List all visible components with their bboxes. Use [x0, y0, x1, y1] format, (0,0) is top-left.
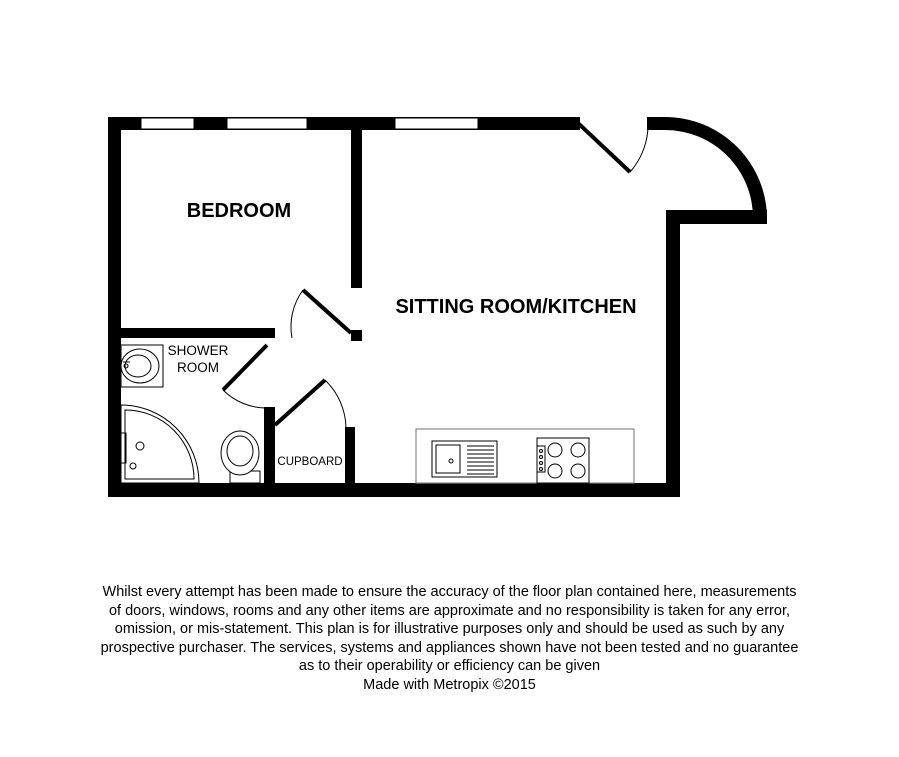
credit-line: Made with Metropix ©2015 [363, 676, 536, 693]
wall-curved-bay [665, 117, 767, 219]
label-sitting-room-kitchen: SITTING ROOM/KITCHEN [395, 296, 637, 318]
window-sitting-room [395, 118, 478, 129]
door-shower-swing [223, 390, 265, 408]
label-shower-room-line2: ROOM [177, 360, 219, 375]
wall-top-right [647, 117, 665, 130]
label-bedroom: BEDROOM [186, 200, 292, 222]
door-bedroom-leaf [303, 290, 351, 333]
disclaimer-line: prospective purchaser. The services, systems and appliances shown have not been tested and no guarantee [100, 639, 799, 656]
washbasin-icon [121, 345, 163, 387]
label-cupboard: CUPBOARD [277, 456, 343, 468]
wall-shower-right [264, 407, 275, 495]
kitchen-sink-icon [432, 441, 497, 477]
wall-right [666, 210, 680, 497]
door-cupboard-swing [325, 380, 346, 428]
doors [223, 121, 648, 428]
disclaimer-text [20, 583, 879, 695]
window-bedroom-2 [227, 118, 307, 129]
wall-bedroom-partition [351, 127, 362, 288]
wall-cupboard-right [345, 427, 355, 495]
door-shower-leaf [223, 345, 267, 390]
door-bedroom-swing [291, 290, 303, 338]
label-shower-room-line1: SHOWER [167, 343, 229, 358]
toilet-icon [221, 431, 260, 483]
wall-right-step [666, 210, 767, 224]
door-entrance-swing [630, 121, 648, 172]
wall-bedroom-partition-lower [351, 330, 362, 341]
wall-bedroom-bottom [108, 328, 275, 338]
door-cupboard-leaf [275, 380, 325, 425]
disclaimer-line: Whilst every attempt has been made to ensure the accuracy of the floor plan contained here, measurements [102, 584, 797, 600]
disclaimer-line: omission, or mis-statement. This plan is for illustrative purposes only and should be used as such by any [114, 621, 785, 638]
door-entrance-leaf [579, 124, 630, 172]
disclaimer-line: of doors, windows, rooms and any other items are approximate and no responsibility is taken for any error, [108, 602, 791, 619]
window-bedroom-1 [141, 118, 194, 129]
shower-tray-icon [121, 405, 199, 483]
wall-bottom [108, 483, 680, 497]
disclaimer-line: as to their operability or efficiency can be given [298, 658, 601, 675]
wall-left [108, 117, 121, 497]
hob-icon [537, 438, 589, 483]
